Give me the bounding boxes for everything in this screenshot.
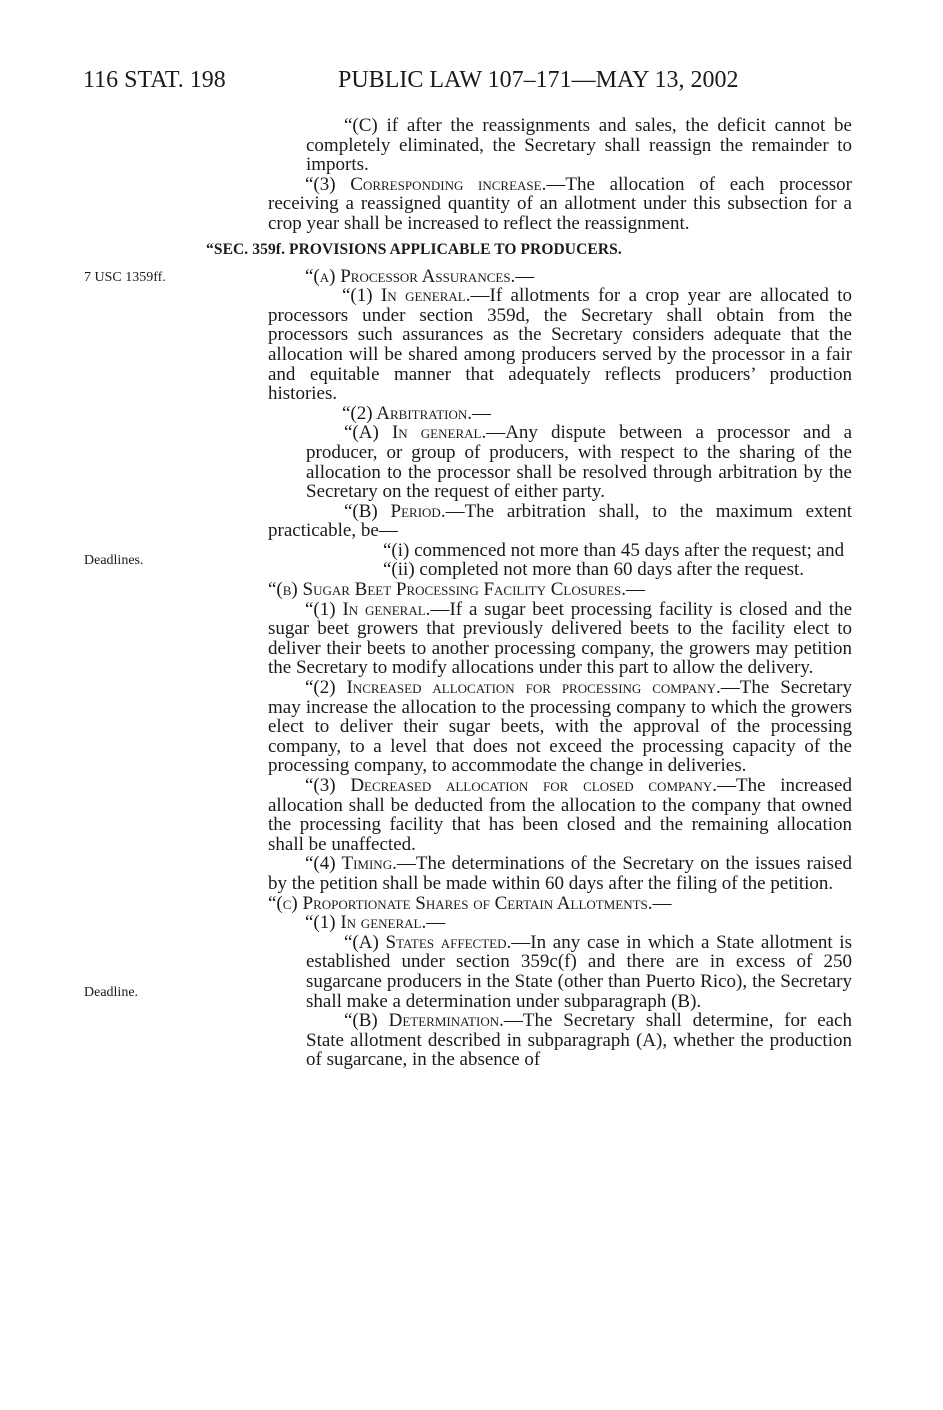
a1-text: If allotments for a crop year are allocated to processors under section 359d, the Secretary shall obtain from the processors such assurances as the Secretary considers adequate that the allocation will be shared among producers served by the processor in a fair and equitable manner that adequately reflects producers’ production histories. (268, 285, 853, 405)
margin-note-deadline: Deadline. (84, 985, 139, 1000)
a2A-text: Any dispute between a processor and a producer, or group of producers, with respect to the sharing of the allocation to the processor shall be resolved through arbitration by the Secretary on the request of either party. (306, 422, 853, 503)
page-reference: 116 STAT. 198 (83, 67, 226, 93)
c1B-text: The Secretary shall determine, for each State allotment described in subparagraph (A), whether the production of sugarcane, in the absence of (306, 1010, 852, 1071)
body-text (206, 115, 853, 1071)
paragraph-a1 (268, 286, 852, 404)
b2-text: The Secretary may increase the allocation to the processing company to which the growers elect to deliver their sugar beets, with the approval of the processing company, to a level that does not exceed the processing capacity of the processing company, to accommodate the change in deliveries. (268, 677, 852, 777)
c1B-heading: “(B) Determination.— (344, 1010, 523, 1032)
paragraph-b3 (268, 776, 852, 854)
b4-heading: “(4) Timing.— (305, 853, 416, 875)
a2B-heading: “(B) Period.— (344, 500, 465, 522)
a2A-heading: “(A) In general.— (344, 422, 506, 444)
margin-note-usc: 7 USC 1359ff. (84, 270, 166, 285)
b2-heading: “(2) Increased allocation for processing company.— (305, 677, 740, 699)
b4-text: The determinations of the Secretary on the issues raised by the petition shall be made within 60 days after the filing of the petition. (268, 853, 852, 894)
margin-note-deadlines: Deadlines. (84, 553, 144, 568)
paragraph-b1 (268, 600, 852, 678)
paragraph-b2 (268, 678, 852, 776)
b3-text: The increased allocation shall be deducted from the allocation to the company that owned the processing facility that has been closed and the remaining allocation shall be unaffected. (268, 775, 852, 855)
paragraph-b4 (268, 854, 852, 893)
b1-heading: “(1) In general.— (305, 598, 450, 620)
paragraph-3-text: The allocation of each processor receiving a reassigned quantity of an allotment under this subsection for a crop year shall be increased to reflect the reassignment. (268, 173, 852, 234)
c1A-text: In any case in which a State allotment is established under section 359c(f) and there are in excess of 250 sugarcane producers in the State (other than Puerto Rico), the Secretary shall make a determination under subparagraph (B). (306, 931, 852, 1012)
paragraph-a2-heading (268, 404, 852, 424)
processor-assurances-heading: “(a) Processor Assurances.— (305, 265, 535, 287)
a1-heading: “(1) In general.— (342, 285, 490, 307)
subsection-b-heading (268, 580, 852, 600)
a2-heading: “(2) Arbitration.— (342, 402, 492, 424)
paragraph-c1A (268, 933, 852, 1011)
paragraph-3 (268, 175, 852, 234)
section-heading: “SEC. 359f. PROVISIONS APPLICABLE TO PRODUCERS. (206, 240, 622, 258)
subsection-a-heading (268, 267, 852, 287)
clause-ii: “(ii) completed not more than 60 days after the request. (383, 559, 805, 581)
c-heading: “(c) Proportionate Shares of Certain Allotments.— (268, 892, 672, 914)
paragraph-c1-heading (268, 913, 852, 933)
a2B-text: The arbitration shall, to the maximum extent practicable, be— (268, 500, 852, 542)
paragraph-a2B (268, 502, 852, 541)
c1-heading: “(1) In general.— (305, 912, 446, 934)
heading-corresponding-increase: “(3) Corresponding increase.— (305, 173, 566, 195)
b3-heading: “(3) Decreased allocation for closed company.— (305, 775, 736, 796)
paragraph-C: “(C) if after the reassignments and sales, the deficit cannot be completely eliminated, the Secretary shall reassign the remainder to imports. (306, 115, 852, 176)
running-title: PUBLIC LAW 107–171—MAY 13, 2002 (338, 67, 739, 93)
c1A-heading: “(A) States affected.— (344, 931, 531, 953)
subsection-c-heading (268, 894, 852, 914)
paragraph-c1B (268, 1011, 852, 1070)
clause-i: “(i) commenced not more than 45 days after the request; and (383, 539, 845, 561)
b1-text: If a sugar beet processing facility is closed and the sugar beet growers that previously delivered beets to the facility elect to deliver their beets to another processing company, the growers may petition the Secretary to modify allocations under this part to allow the delivery. (268, 598, 852, 679)
paragraph-a2A (268, 423, 852, 501)
b-heading: “(b) Sugar Beet Processing Facility Closures.— (268, 579, 645, 601)
